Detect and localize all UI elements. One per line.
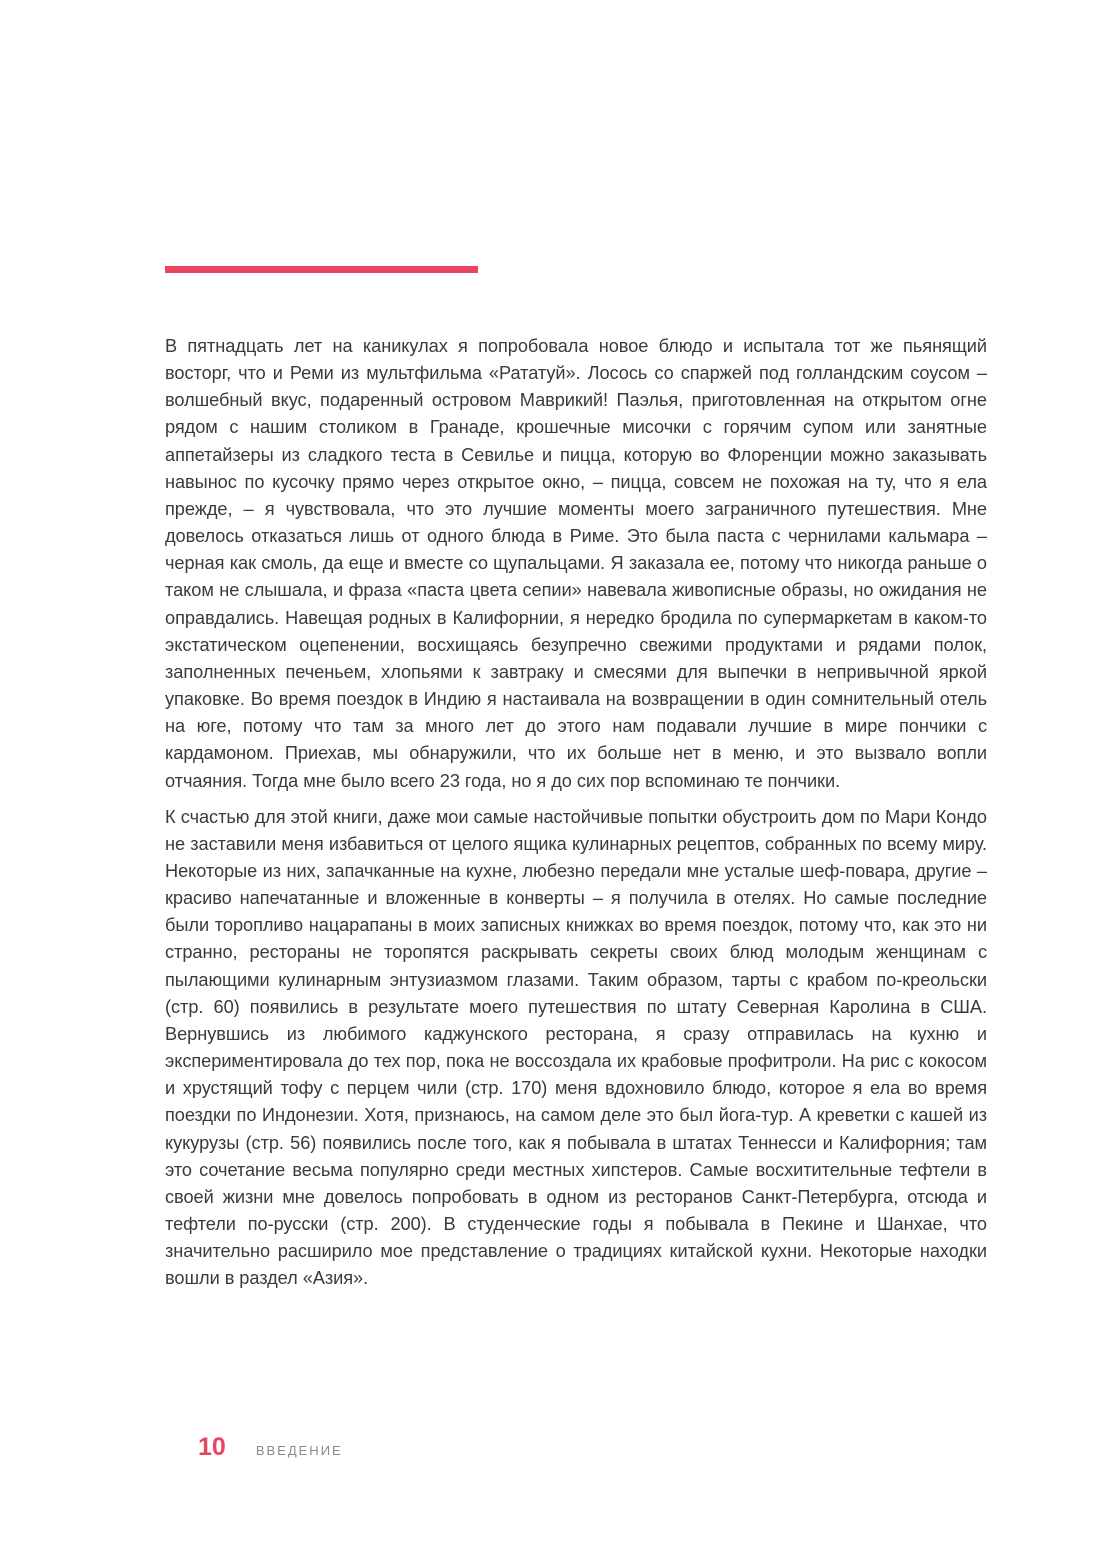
body-text	[165, 333, 987, 1301]
accent-rule	[165, 266, 478, 273]
paragraph-1: В пятнадцать лет на каникулах я попробовала новое блюдо и испытала тот же пьянящий восторг, что и Реми из мультфильма «Рататуй». Лосось со спаржей под голландским соусом – волшебный вкус, подаренный островом Маврикий! Паэлья, приготовленная на открытом огне рядом с нашим столиком в Гранаде, крошечные мисочки с горячим супом или занятные аппетайзеры из сладкого теста в Севилье и пицца, которую во Флоренции можно заказывать навынос по кусочку прямо через открытое окно, – пицца, совсем не похожая на ту, что я ела прежде, – я чувствовала, что это лучшие моменты моего заграничного путешествия. Мне довелось отказаться лишь от одного блюда в Риме. Это была паста с чернилами кальмара – черная как смоль, да еще и вместе со щупальцами. Я заказала ее, потому что никогда раньше о таком не слышала, и фраза «паста цвета сепии» навевала живописные образы, но ожидания не оправдались. Навещая родных в Калифорнии, я нередко бродила по супермаркетам в каком-то экстатическом оцепенении, восхищаясь безупречно свежими продуктами и рядами полок, заполненных печеньем, хлопьями к завтраку и смесями для выпечки в непривычной яркой упаковке. Во время поездок в Индию я настаивала на возвращении в один сомнительный отель на юге, потому что там за много лет до этого нам подавали лучшие в мире пончики с кардамоном. Приехав, мы обнаружили, что их больше нет в меню, и это вызвало вопли отчаяния. Тогда мне было всего 23 года, но я до сих пор вспоминаю те пончики.	[165, 336, 987, 791]
section-label: ВВЕДЕНИЕ	[255, 1443, 343, 1458]
paragraph-2: К счастью для этой книги, даже мои самые настойчивые попытки обустроить дом по Мари Кондо не заставили меня избавиться от целого ящика кулинарных рецептов, собранных по всему миру. Некоторые из них, запачканные на кухне, любезно передали мне усталые шеф-повара, другие – красиво напечатанные и вложенные в конверты – я получила в отелях. Но самые последние были торопливо нацарапаны в моих записных книжках во время поездок, потому что, как это ни странно, рестораны не торопятся раскрывать секреты своих блюд молодым женщинам с пылающими кулинарным энтузиазмом глазами. Таким образом, тарты с крабом по-креольски (стр. 60) появились в результате моего путешествия по штату Северная Каролина в США. Вернувшись из любимого каджунского ресторана, я сразу отправилась на кухню и экспериментировала до тех пор, пока не воссоздала их крабовые профитроли. На рис с кокосом и хрустящий тофу с перцем чили (стр. 170) меня вдохновило блюдо, которое я ела во время поездки по Индонезии. Хотя, признаюсь, на самом деле это был йога-тур. А креветки с кашей из кукурузы (стр. 56) появились после того, как я побывала в штатах Теннесси и Калифорния; там это сочетание весьма популярно среди местных хипстеров. Самые восхитительные тефтели в своей жизни мне довелось попробовать в одном из ресторанов Санкт-Петербурга, отсюда и тефтели по-русски (стр. 200). В студенческие годы я побывала в Пекине и Шанхае, что значительно расширило мое представление о традициях китайской кухни. Некоторые находки вошли в раздел «Азия».	[165, 806, 987, 1289]
page-number: 10	[198, 1433, 226, 1461]
page-footer	[198, 1433, 343, 1469]
